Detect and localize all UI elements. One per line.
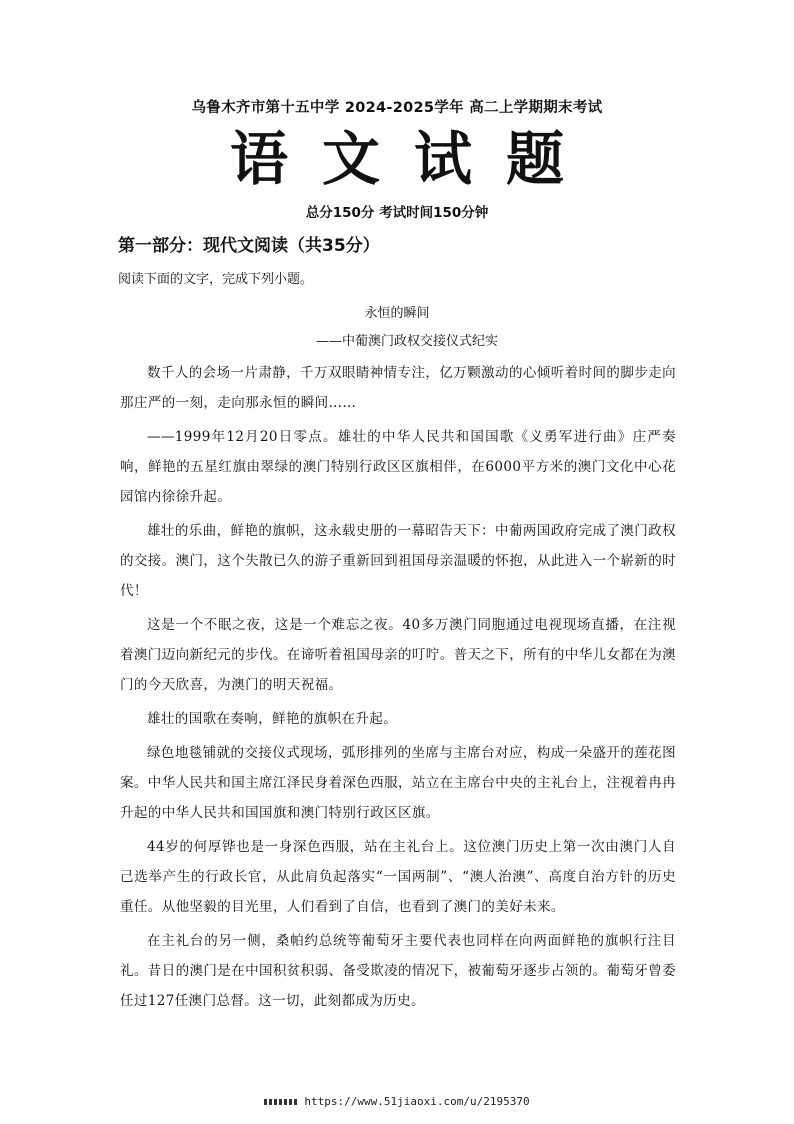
section-heading: 第一部分：现代文阅读（共35分）	[118, 236, 380, 256]
exam-title: 语文试题	[229, 125, 598, 193]
paragraph: ——1999年12月20日零点。雄壮的中华人民共和国国歌《义勇军进行曲》庄严奏响，鲜艳的五星红旗由翠绿的澳门特别行政区区旗相伴，在6000平方米的澳门文化中心花园馆内徐徐升起。	[120, 429, 676, 505]
article-subtitle: ——中葡澳门政权交接仪式纪实	[315, 334, 498, 349]
paragraph: 雄壮的乐曲，鲜艳的旗帜，这永载史册的一幕昭告天下：中葡两国政府完成了澳门政权的交接。澳门，这个失散已久的游子重新回到祖国母亲温暖的怀抱，从此进入一个崭新的时代！	[120, 523, 676, 599]
footer-url-link[interactable]: https://www.51jiaoxi.com/u/2195370	[304, 1095, 530, 1108]
article-title: 永恒的瞬间	[364, 306, 430, 321]
paragraph: 雄壮的国歌在奏响，鲜艳的旗帜在升起。	[147, 711, 398, 727]
paragraph: 在主礼台的另一侧，桑帕约总统等葡萄牙主要代表也同样在向两面鲜艳的旗帜行注目礼。昔日的澳门是在中国积贫积弱、备受欺凌的情况下，被葡萄牙逐步占领的。葡萄牙曾委任过127任澳门总督。这一切，此刻都成为历史。	[120, 933, 676, 1009]
paragraph: 绿色地毯铺就的交接仪式现场，弧形排列的坐席与主席台对应，构成一朵盛开的莲花图案。中华人民共和国主席江泽民身着深色西服，站立在主席台中央的主礼台上，注视着冉冉升起的中华人民共和国国旗和澳门特别行政区区旗。	[120, 745, 676, 821]
reading-instruction: 阅读下面的文字，完成下列小题。	[118, 272, 314, 287]
exam-score-time: 总分150分 考试时间150分钟	[305, 205, 489, 221]
paragraph: 这是一个不眠之夜，这是一个难忘之夜。40多万澳门同胞通过电视现场直播，在注视着澳门迈向新纪元的步伐。在谛听着祖国母亲的叮咛。普天之下，所有的中华儿女都在为澳门的今天欣喜，为澳门的明天祝福。	[120, 617, 676, 693]
exam-school-line: 乌鲁木齐市第十五中学 2024-2025学年 高二上学期期末考试	[191, 100, 603, 116]
paragraph: 44岁的何厚铧也是一身深色西服，站在主礼台上。这位澳门历史上第一次由澳门人自己选举产生的行政长官，从此肩负起落实“一国两制”、“澳人治澳”、高度自治方针的历史重任。从他坚毅的目光里，人们看到了自信，也看到了澳门的美好未来。	[120, 839, 676, 915]
article-body	[120, 358, 676, 1020]
paragraph: 数千人的会场一片肃静，千万双眼睛神情专注，亿万颗激动的心倾听着时间的脚步走向那庄严的一刻，走向那永恒的瞬间……	[120, 365, 676, 411]
watermark-logo-icon	[264, 1099, 298, 1105]
footer	[0, 1095, 794, 1108]
